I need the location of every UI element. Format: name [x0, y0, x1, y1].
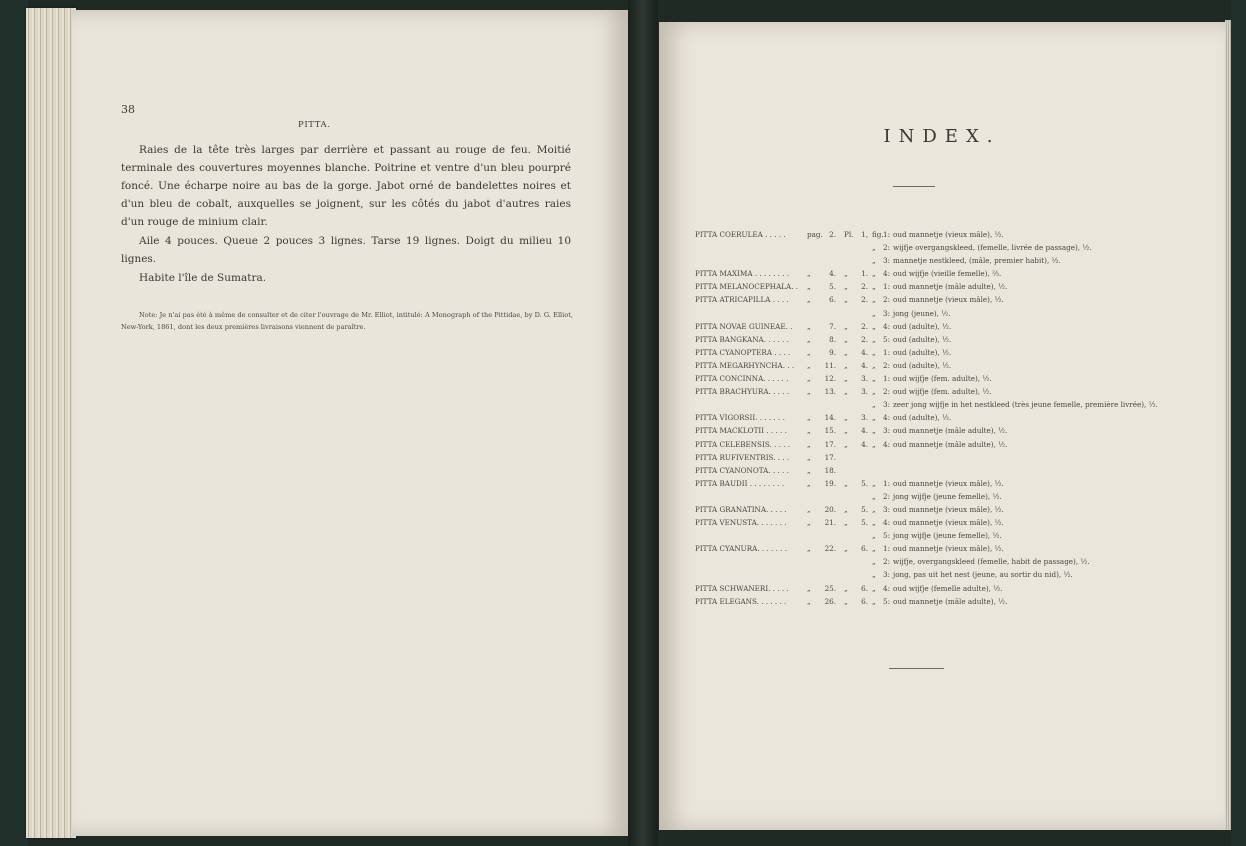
figure-number: 3:: [883, 426, 890, 436]
entry-description: jong wijfje (jeune femelle), ½.: [893, 491, 1002, 501]
figure-label: fig.: [872, 230, 884, 239]
figure-label: „: [872, 544, 876, 554]
figure-label: „: [872, 491, 876, 501]
figure-number: 5:: [883, 334, 890, 344]
page-ref: 26.: [824, 596, 836, 606]
page-label: „: [807, 596, 811, 606]
entry-description: oud mannetje (mâle adulte), ½.: [893, 426, 1008, 436]
entry-name: PITTA VIGORSII. . . . . . .: [695, 413, 785, 423]
figure-label: „: [872, 321, 876, 331]
footnote: [121, 309, 573, 333]
figure-label: „: [872, 400, 876, 410]
figure-number: 3:: [883, 504, 890, 514]
figure-number: 1:: [883, 374, 890, 384]
description-text: [121, 141, 571, 287]
page-ref: 19.: [824, 478, 836, 488]
index-row: [695, 451, 1195, 464]
figure-label: „: [872, 504, 876, 514]
page-label: „: [807, 413, 811, 423]
entry-name: PITTA CYANOPTERA . . . .: [695, 347, 791, 357]
entry-description: oud (adulte), ½.: [893, 347, 952, 357]
index-row: [695, 464, 1195, 477]
page-ref: 4.: [829, 269, 836, 279]
entry-name: PITTA BAUDII . . . . . . . .: [695, 478, 785, 488]
index-row: [695, 359, 1195, 372]
plate-label: „: [844, 413, 848, 423]
page-ref: 2.: [829, 230, 836, 239]
entry-description: oud (adulte), ½.: [893, 360, 952, 370]
page-label: „: [807, 518, 811, 528]
entry-name: PITTA CYANONOTA. . . . .: [695, 465, 789, 475]
plate-label: „: [844, 478, 848, 488]
plate-ref: 6.: [861, 544, 868, 554]
entry-description: oud mannetje (vieux mâle), ½.: [893, 478, 1004, 488]
entry-name: PITTA NOVAE GUINEAE. .: [695, 321, 793, 331]
page-label: „: [807, 269, 811, 279]
plate-ref: 3.: [861, 387, 868, 397]
index-title: INDEX.: [883, 126, 1001, 147]
page-ref: 18.: [824, 465, 836, 475]
figure-label: „: [872, 374, 876, 384]
entry-name: PITTA MELANOCEPHALA. .: [695, 282, 799, 292]
figure-label: „: [872, 557, 876, 567]
figure-number: 1:: [883, 282, 890, 292]
plate-ref: 5.: [861, 478, 868, 488]
plate-ref: 6.: [861, 596, 868, 606]
page-label: „: [807, 478, 811, 488]
page-ref: 8.: [829, 334, 836, 344]
page-label: „: [807, 360, 811, 370]
entry-name: PITTA MAXIMA . . . . . . . .: [695, 269, 790, 279]
entry-name: PITTA VENUSTA. . . . . . .: [695, 518, 787, 528]
figure-label: „: [872, 256, 876, 266]
page-ref: 25.: [824, 583, 836, 593]
figure-label: „: [872, 243, 876, 253]
plate-ref: 2.: [861, 321, 868, 331]
page-label: „: [807, 321, 811, 331]
page-ref: 13.: [824, 387, 836, 397]
index-row: [695, 424, 1195, 437]
figure-number: 4:: [883, 518, 890, 528]
page-label: „: [807, 295, 811, 305]
page-label: „: [807, 387, 811, 397]
entry-description: oud mannetje (vieux mâle), ½.: [893, 518, 1004, 528]
plate-ref: 5.: [861, 518, 868, 528]
plate-label: „: [844, 544, 848, 554]
entry-name: PITTA ELEGANS. . . . . . .: [695, 596, 787, 606]
figure-number: 2:: [883, 243, 890, 253]
figure-label: „: [872, 360, 876, 370]
entry-description: zeer jong wijfje in het nestkleed (très jeune femelle, première livrée), ½.: [893, 400, 1158, 410]
figure-number: 1:: [883, 478, 890, 488]
left-page: [72, 10, 628, 836]
figure-label: „: [872, 439, 876, 449]
entry-description: wijfje, overgangskleed (femelle, habit de passage), ½.: [893, 557, 1090, 567]
page-label: „: [807, 439, 811, 449]
index-row: [695, 241, 1195, 254]
page-ref: 21.: [824, 518, 836, 528]
plate-ref: 2.: [861, 282, 868, 292]
index-row: [695, 372, 1195, 385]
plate-label: „: [844, 583, 848, 593]
plate-label: „: [844, 439, 848, 449]
entry-description: oud mannetje (mâle adulte), ½.: [893, 282, 1008, 292]
page-label: „: [807, 347, 811, 357]
index-row: [695, 477, 1195, 490]
entry-description: oud (adulte), ½.: [893, 334, 952, 344]
figure-label: „: [872, 295, 876, 305]
paragraph: Aile 4 pouces. Queue 2 pouces 3 lignes. Tarse 19 lignes. Doigt du milieu 10 lignes.: [121, 235, 571, 265]
entry-description: oud mannetje (vieux mâle), ½.: [893, 504, 1004, 514]
plate-label: „: [844, 347, 848, 357]
figure-label: „: [872, 413, 876, 423]
entry-name: PITTA ATRICAPILLA . . . .: [695, 295, 789, 305]
entry-description: jong, pas uit het nest (jeune, au sortir du nid), ½.: [893, 570, 1073, 580]
entry-name: PITTA GRANATINA. . . . .: [695, 504, 787, 514]
index-row: [695, 398, 1195, 411]
figure-number: 4:: [883, 583, 890, 593]
plate-ref: 4.: [861, 439, 868, 449]
entry-name: PITTA BRACHYURA. . . . .: [695, 387, 790, 397]
entry-description: wijfje overgangskleed, (femelle, livrée de passage), ½.: [893, 243, 1092, 253]
index-row: [695, 267, 1195, 280]
figure-label: „: [872, 583, 876, 593]
end-rule: [889, 668, 944, 669]
figure-label: „: [872, 478, 876, 488]
index-table: [695, 228, 1195, 608]
plate-label: „: [844, 360, 848, 370]
index-row: [695, 516, 1195, 529]
plate-label: „: [844, 426, 848, 436]
entry-name: PITTA CYANURA. . . . . . .: [695, 544, 788, 554]
entry-description: oud mannetje (mâle adulte), ½.: [893, 596, 1008, 606]
index-row: [695, 503, 1195, 516]
figure-label: „: [872, 518, 876, 528]
page-label: „: [807, 374, 811, 384]
index-row: [695, 333, 1195, 346]
page-ref: 12.: [824, 374, 836, 384]
figure-number: 4:: [883, 269, 890, 279]
page-ref: 5.: [829, 282, 836, 292]
figure-label: „: [872, 426, 876, 436]
plate-label: „: [844, 374, 848, 384]
figure-number: 5:: [883, 596, 890, 606]
page-label: pag.: [807, 230, 823, 239]
figure-number: 3:: [883, 256, 890, 266]
index-row: [695, 293, 1195, 306]
plate-ref: 4.: [861, 426, 868, 436]
entry-description: jong (jeune), ½.: [893, 308, 951, 318]
plate-label: „: [844, 295, 848, 305]
figure-number: 4:: [883, 321, 890, 331]
index-row: [695, 582, 1195, 595]
index-row: [695, 346, 1195, 359]
plate-ref: 4.: [861, 360, 868, 370]
plate-ref: 1,: [861, 230, 868, 239]
entry-description: oud wijfje (vieille femelle), ⅔.: [893, 269, 1002, 279]
plate-ref: 6.: [861, 583, 868, 593]
figure-number: 1:: [883, 230, 890, 239]
plate-ref: 1.: [861, 269, 868, 279]
figure-label: „: [872, 269, 876, 279]
plate-label: „: [844, 387, 848, 397]
entry-description: jong wijfje (jeune femelle), ½.: [893, 531, 1002, 541]
page-ref: 20.: [824, 504, 836, 514]
plate-label: „: [844, 269, 848, 279]
plate-ref: 4.: [861, 347, 868, 357]
entry-description: oud wijfje (fem. adulte), ½.: [893, 387, 992, 397]
entry-name: PITTA CELEBENSIS. . . . .: [695, 439, 791, 449]
figure-number: 3:: [883, 308, 890, 318]
entry-description: mannetje nestkleed, (mâle, premier habit), ½.: [893, 256, 1061, 266]
paragraph: Raies de la tête très larges par derrière et passant au rouge de feu. Moitié terminale des couvertures moyennes blanche. Poitrine et ventre d'un bleu pourpré foncé. Une écharpe noire au bas de la gorge. Jabot orné de bandelettes noires et d'un bleu de cobalt, auxquelles se joignent, sur les côtés du jabot d'autres raies d'un rouge de minium clair.: [121, 144, 571, 228]
index-row: [695, 542, 1195, 555]
plate-label: „: [844, 596, 848, 606]
index-row: [695, 529, 1195, 542]
index-row: [695, 490, 1195, 503]
index-row: [695, 280, 1195, 293]
figure-number: 2:: [883, 557, 890, 567]
figure-number: 2:: [883, 491, 890, 501]
entry-name: PITTA MEGARHYNCHA. . .: [695, 360, 795, 370]
page-ref: 17.: [824, 452, 836, 462]
running-head: PITTA.: [298, 120, 331, 130]
title-rule: [893, 186, 935, 187]
page-label: „: [807, 452, 811, 462]
entry-name: PITTA RUFIVENTRIS. . . .: [695, 452, 790, 462]
entry-name: PITTA BANGKANA. . . . . .: [695, 334, 789, 344]
page-label: „: [807, 583, 811, 593]
figure-number: 3:: [883, 570, 890, 580]
figure-label: „: [872, 282, 876, 292]
figure-label: „: [872, 334, 876, 344]
entry-description: oud wijfje (fem. adulte), ½.: [893, 374, 992, 384]
page-number: 38: [121, 103, 135, 116]
page-ref: 17.: [824, 439, 836, 449]
index-row: [695, 411, 1195, 424]
index-row: [695, 385, 1195, 398]
plate-ref: 3.: [861, 413, 868, 423]
cover-edge-left: [0, 0, 28, 846]
index-row: [695, 228, 1195, 241]
page-ref: 9.: [829, 347, 836, 357]
page-ref: 7.: [829, 321, 836, 331]
cover-edge-right: [1231, 0, 1246, 846]
figure-number: 4:: [883, 439, 890, 449]
page-edges-left: [26, 8, 76, 838]
index-row: [695, 595, 1195, 608]
index-row: [695, 307, 1195, 320]
plate-label: Pl.: [844, 230, 854, 239]
entry-description: oud wijfje (femelle adulte), ½.: [893, 583, 1003, 593]
figure-label: „: [872, 387, 876, 397]
plate-ref: 3.: [861, 374, 868, 384]
plate-label: „: [844, 321, 848, 331]
entry-description: oud mannetje (vieux mâle), ½.: [893, 295, 1004, 305]
plate-label: „: [844, 282, 848, 292]
plate-ref: 2.: [861, 334, 868, 344]
plate-label: „: [844, 504, 848, 514]
index-row: [695, 438, 1195, 451]
entry-description: oud mannetje (vieux mâle), ½.: [893, 544, 1004, 554]
index-row: [695, 254, 1195, 267]
figure-number: 1:: [883, 347, 890, 357]
page-ref: 6.: [829, 295, 836, 305]
page-ref: 22.: [824, 544, 836, 554]
entry-description: oud mannetje (mâle adulte), ½.: [893, 439, 1008, 449]
index-row: [695, 568, 1195, 581]
page-ref: 14.: [824, 413, 836, 423]
figure-label: „: [872, 308, 876, 318]
plate-label: „: [844, 518, 848, 528]
plate-ref: 2.: [861, 295, 868, 305]
figure-label: „: [872, 570, 876, 580]
page-ref: 15.: [824, 426, 836, 436]
entry-description: oud mannetje (vieux mâle), ½.: [893, 230, 1004, 239]
index-row: [695, 320, 1195, 333]
figure-number: 2:: [883, 360, 890, 370]
paragraph: Habite l'île de Sumatra.: [139, 272, 267, 284]
page-label: „: [807, 282, 811, 292]
figure-number: 2:: [883, 295, 890, 305]
page-label: „: [807, 465, 811, 475]
entry-name: PITTA COERULEA . . . . .: [695, 230, 786, 239]
plate-label: „: [844, 334, 848, 344]
page-label: „: [807, 426, 811, 436]
figure-number: 2:: [883, 387, 890, 397]
entry-description: oud (adulte), ½.: [893, 321, 952, 331]
figure-label: „: [872, 531, 876, 541]
index-row: [695, 555, 1195, 568]
page-label: „: [807, 544, 811, 554]
figure-label: „: [872, 596, 876, 606]
entry-name: PITTA MACKLOTII . . . . .: [695, 426, 787, 436]
figure-number: 1:: [883, 544, 890, 554]
entry-description: oud (adulte), ½.: [893, 413, 952, 423]
entry-name: PITTA CONCINNA. . . . . .: [695, 374, 789, 384]
book-gutter: [628, 0, 658, 846]
note-text: Note: Je n'ai pas été à même de consulter et de citer l'ouvrage de Mr. Elliot, intitulé: A Monograph of the Pittidae, by D. G. Elliot, New-York, 1861, dont les deux premières livraisons viennent de paraître.: [121, 311, 573, 331]
page-ref: 11.: [824, 360, 836, 370]
page-label: „: [807, 334, 811, 344]
figure-number: 3:: [883, 400, 890, 410]
figure-label: „: [872, 347, 876, 357]
figure-number: 5:: [883, 531, 890, 541]
page-label: „: [807, 504, 811, 514]
entry-name: PITTA SCHWANERI. . . . .: [695, 583, 789, 593]
plate-ref: 5.: [861, 504, 868, 514]
figure-number: 4:: [883, 413, 890, 423]
